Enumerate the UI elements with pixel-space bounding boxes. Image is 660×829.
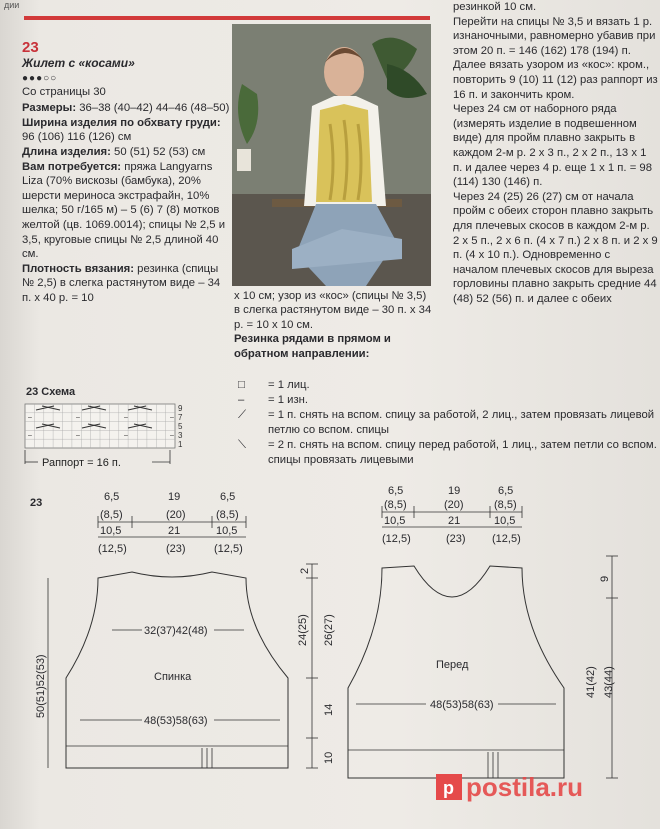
ribbing-title: Резинка рядами в прямом и обратном направлении: xyxy=(234,333,391,360)
purl-symbol-icon: – xyxy=(238,394,245,406)
svg-text:19: 19 xyxy=(448,485,461,497)
svg-text:10,5: 10,5 xyxy=(494,515,516,527)
pattern-number: 23 xyxy=(22,39,39,56)
instructions-p3: Через 24 см от наборного ряда (измерять изделие в подвешенном виде) для пройм плавно закрыть в каждом 2-м р. 2 х 3 п., 2 х 2 п., 13 х 1 п. и далее через 4 р. еще 1 х 1 п. = 98 (114) 130 (146) п. xyxy=(453,103,652,189)
shoulder-slope-label: 2 xyxy=(299,567,311,574)
cable-chart xyxy=(20,398,220,478)
svg-text:(8,5): (8,5) xyxy=(384,499,407,511)
svg-text:(12,5): (12,5) xyxy=(382,533,411,545)
corner-text: дии xyxy=(4,0,20,10)
from-page: Со страницы 30 xyxy=(22,85,106,98)
svg-text:19: 19 xyxy=(168,491,181,503)
svg-text:10,5: 10,5 xyxy=(216,525,238,537)
body-height-label: 14 xyxy=(323,703,335,716)
legend-item: ⟋ = 1 п. снять на вспом. спицу за работой, 2 лиц., затем провязать лицевой петлю со вспом. спицы xyxy=(238,409,655,436)
svg-text:10,5: 10,5 xyxy=(100,525,122,537)
svg-text:(8,5): (8,5) xyxy=(494,499,517,511)
svg-text:6,5: 6,5 xyxy=(388,485,404,497)
svg-text:10,5: 10,5 xyxy=(384,515,406,527)
svg-text:p: p xyxy=(443,778,454,798)
repeat-label: Раппорт = 16 п. xyxy=(42,457,121,469)
model-photo xyxy=(232,24,431,286)
svg-text:21: 21 xyxy=(168,525,181,537)
legend-item: – = 1 изн. xyxy=(238,394,309,406)
materials-text: Вам потребуется: пряжа Langyarns Liza (70% вискозы (бамбука), 20% шерсти мериноса экстрафайн, 10% шелка; 50 г/165 м) – 5 (6) 7 (8) мотков желтой (цв. 1069.0014); спицы № 2,5 и 3,5, круговые спицы № 2,5 длиной 40 см. xyxy=(22,160,226,261)
pattern-title: Жилет с «косами» xyxy=(22,56,135,70)
svg-text:(12,5): (12,5) xyxy=(214,543,243,555)
garment-schematics xyxy=(0,478,660,829)
diagram-number: 23 xyxy=(30,497,43,509)
armhole-label-a: 24(25) xyxy=(297,614,309,646)
svg-text:21: 21 xyxy=(448,515,461,527)
front-piece-label: Перед xyxy=(436,659,469,671)
back-width-label: 48(53)58(63) xyxy=(144,715,208,727)
chart-title: 23 Схема xyxy=(26,386,76,398)
instructions-p4: Через 24 (25) 26 (27) см от начала пройм с обеих сторон плавно закрыть для плечевых скосов в каждом 2-м р. 2 х 5 п., 2 х 6 п. (4 х 7 п.) 2 х 8 п. и 2 х 9 п. (4 х 10 п.). Одновременно с началом плечевых скосов для выреза горловины плавно закрыть средние 44 (48) 52 (56) п. и далее с обеих xyxy=(453,190,658,305)
svg-text:(12,5): (12,5) xyxy=(98,543,127,555)
front-length-label-a: 41(42) xyxy=(585,666,597,698)
photo-illustration xyxy=(232,24,431,286)
instructions-p2: Перейти на спицы № 3,5 и вязать 1 р. изнаночными, равномерно убавив при этом 20 п. = 146 (162) 178 (194) п. Далее вязать узором из «кос»: кром., повторить 9 (10) 11 (12) раз раппорт из 16 п. и закончить кром. xyxy=(453,15,658,101)
density-text: Плотность вязания: резинка (спицы № 2,5) в слегка растянутом виде – 34 п. х 40 р. = 10 xyxy=(22,262,221,304)
svg-text:–: – xyxy=(28,414,32,421)
svg-text:(23): (23) xyxy=(446,533,466,545)
back-length-label: 50(51)52(53) xyxy=(35,654,47,718)
svg-text:–: – xyxy=(124,432,128,439)
row-number: 5 xyxy=(178,422,183,431)
svg-text:(8,5): (8,5) xyxy=(216,509,239,521)
chest-width-text: Ширина изделия по обхвату груди: 96 (106) 116 (126) см xyxy=(22,116,221,144)
svg-text:–: – xyxy=(28,432,32,439)
svg-text:–: – xyxy=(170,414,174,421)
watermark-text: postila.ru xyxy=(466,772,584,802)
length-text: Длина изделия: 50 (51) 52 (53) см xyxy=(22,145,206,158)
back-chest-label: 32(37)42(48) xyxy=(144,625,208,637)
row-number: 9 xyxy=(178,404,183,413)
svg-text:(20): (20) xyxy=(444,499,464,511)
svg-text:6,5: 6,5 xyxy=(104,491,120,503)
density-continued-column xyxy=(234,289,432,361)
front-width-label: 48(53)58(63) xyxy=(430,699,494,711)
density-continued-text: х 10 см; узор из «кос» (спицы № 3,5) в слегка растянутом виде – 30 п. х 34 р. = 10 х 10 см. xyxy=(234,290,432,331)
row-number: 3 xyxy=(178,431,183,440)
svg-text:(23): (23) xyxy=(166,543,186,555)
svg-text:–: – xyxy=(76,432,80,439)
sizes-text: Размеры: 36–38 (40–42) 44–46 (48–50) xyxy=(22,102,230,115)
postila-watermark xyxy=(436,772,583,802)
back-piece-label: Спинка xyxy=(154,671,192,683)
legend-item: □ = 1 лиц. xyxy=(238,379,310,391)
svg-text:–: – xyxy=(124,414,128,421)
rib-height-label: 10 xyxy=(323,751,335,764)
difficulty-rating: ●●●○○ xyxy=(22,72,58,84)
svg-text:(8,5): (8,5) xyxy=(100,509,123,521)
neck-depth-label: 9 xyxy=(599,575,611,582)
svg-text:6,5: 6,5 xyxy=(220,491,236,503)
svg-text:–: – xyxy=(76,414,80,421)
svg-text:(12,5): (12,5) xyxy=(492,533,521,545)
svg-text:(20): (20) xyxy=(166,509,186,521)
svg-text:6,5: 6,5 xyxy=(498,485,514,497)
row-number: 1 xyxy=(178,440,183,449)
instructions-column xyxy=(453,0,658,306)
instructions-p1: резинкой 10 см. xyxy=(453,1,537,13)
row-number: 7 xyxy=(178,413,183,422)
legend xyxy=(238,378,658,468)
cable-left-symbol-icon: ⟍ xyxy=(238,439,246,451)
knit-symbol-icon: □ xyxy=(238,379,245,391)
svg-text:–: – xyxy=(170,432,174,439)
front-length-label-b: 43(44) xyxy=(603,666,615,698)
pattern-info-column xyxy=(22,40,232,306)
red-header-bar xyxy=(24,16,430,20)
legend-item: ⟍ = 2 п. снять на вспом. спицу перед работой, 1 лиц., затем петли со вспом. спицы провязать лицевыми xyxy=(238,439,657,466)
armhole-label-b: 26(27) xyxy=(323,614,335,646)
cable-right-symbol-icon: ⟋ xyxy=(238,409,246,421)
